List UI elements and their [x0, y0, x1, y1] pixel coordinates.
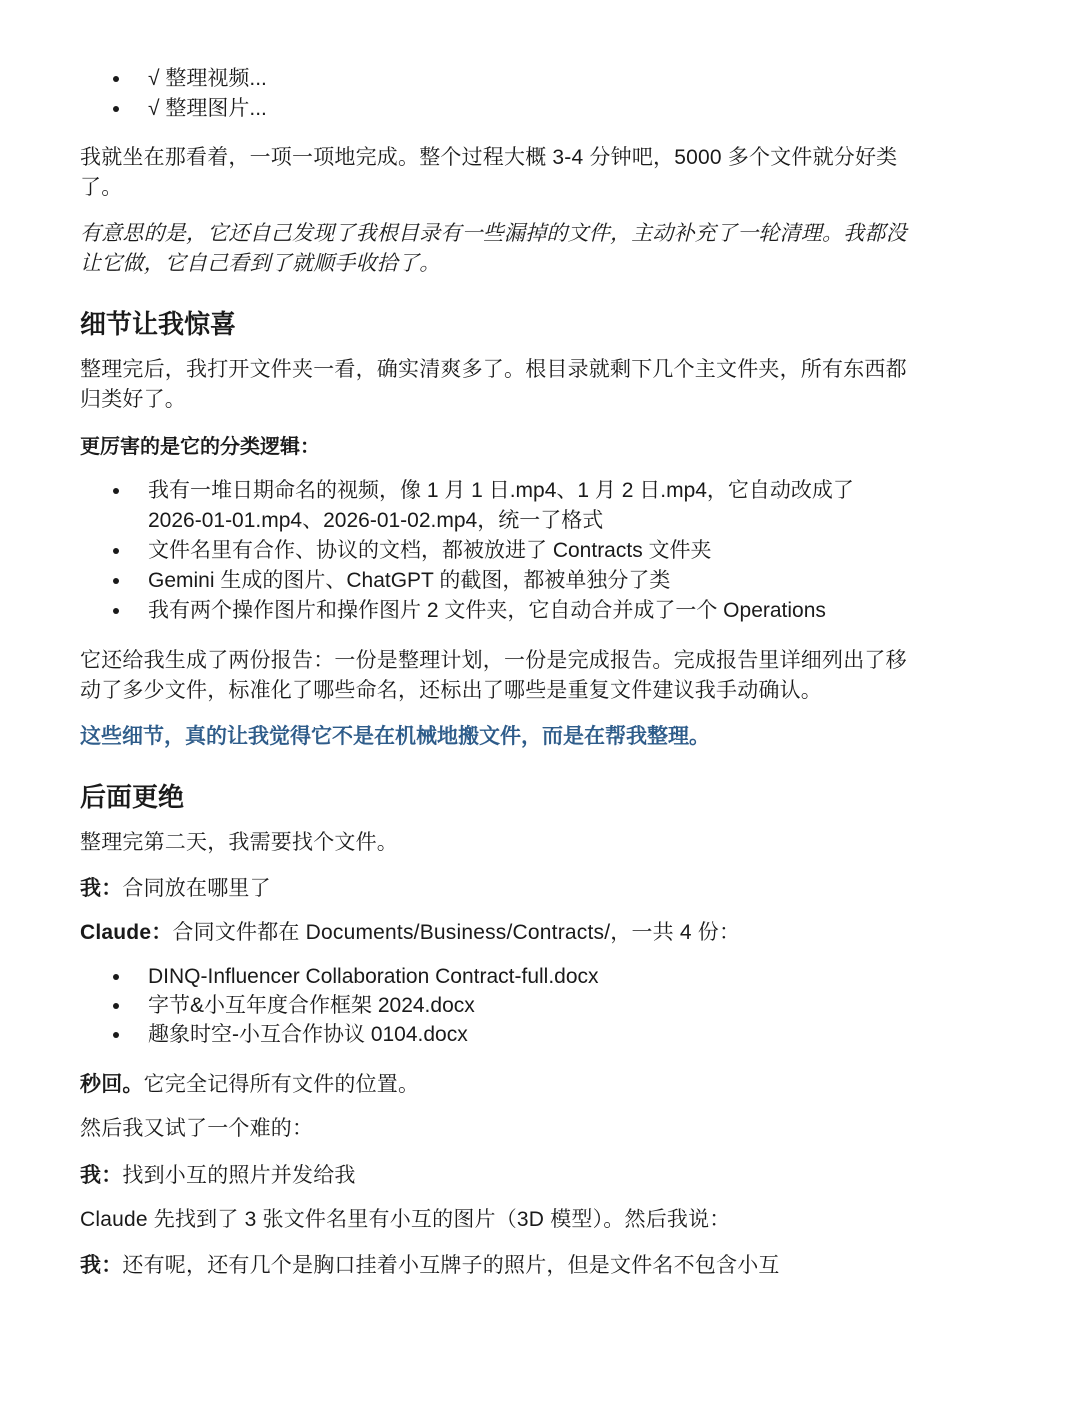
dialogue-text: 还有呢，还有几个是胸口挂着小互牌子的照片，但是文件名不包含小互 — [122, 1254, 780, 1277]
list-item-text: 2026-01-01.mp4、2026-01-02.mp4，统一了格式 — [148, 509, 604, 532]
speaker-label: 我： — [80, 875, 123, 900]
highlight-sentence: 这些细节，真的让我觉得它不是在机械地搬文件，而是在帮我整理。 — [80, 723, 710, 748]
list-item-text: Gemini 生成的图片、ChatGPT 的截图，都被单独分了类 — [148, 569, 671, 592]
dialogue-line — [80, 873, 271, 904]
speaker-label: Claude： — [80, 921, 173, 944]
file-name: 字节&小互年度合作框架 2024.docx — [148, 994, 475, 1017]
bullet-icon — [113, 488, 119, 494]
dialogue-text: 找到小互的照片并发给我 — [122, 1164, 356, 1187]
dialogue-line — [80, 1160, 356, 1191]
paragraph-line: 动了多少文件，标准化了哪些命名，还标出了哪些是重复文件建议我手动确认。 — [80, 679, 822, 702]
paragraph-line: 归类好了。 — [80, 388, 186, 411]
dialogue-line — [80, 1250, 780, 1281]
paragraph-line — [80, 1069, 419, 1100]
paragraph-line: Claude 先找到了 3 张文件名里有小互的图片（3D 模型）。然后我说： — [80, 1208, 731, 1231]
paragraph-line: 了。 — [80, 176, 123, 199]
file-name: 趣象时空-小互合作协议 0104.docx — [148, 1023, 468, 1046]
paragraph-line: 然后我又试了一个难的： — [80, 1117, 314, 1140]
italic-paragraph-line: 让它做，它自己看到了就顺手收拾了。 — [80, 252, 441, 275]
speaker-label: 我： — [80, 1162, 123, 1187]
bullet-icon — [113, 608, 119, 614]
italic-paragraph-line: 有意思的是，它还自己发现了我根目录有一些漏掉的文件，主动补充了一轮清理。我都没 — [80, 222, 907, 245]
bullet-icon — [113, 974, 119, 980]
paragraph-line: 整理完后，我打开文件夹一看，确实清爽多了。根目录就剩下几个主文件夹，所有东西都 — [80, 358, 907, 381]
list-item-text: 文件名里有合作、协议的文档，都被放进了 Contracts 文件夹 — [148, 539, 712, 562]
section-heading: 细节让我惊喜 — [80, 310, 237, 340]
file-name: DINQ-Influencer Collaboration Contract-full.docx — [148, 965, 599, 988]
bold-phrase: 秒回。 — [80, 1071, 144, 1096]
bullet-icon — [113, 106, 119, 112]
list-item-text: 我有一堆日期命名的视频，像 1 月 1 日.mp4、1 月 2 日.mp4，它自动改成了 — [148, 479, 854, 502]
bullet-icon — [113, 76, 119, 82]
checklist-text: √ 整理图片... — [148, 97, 267, 120]
bullet-icon — [113, 1003, 119, 1009]
paragraph-line: 它还给我生成了两份报告：一份是整理计划，一份是完成报告。完成报告里详细列出了移 — [80, 649, 907, 672]
list-item-text: 我有两个操作图片和操作图片 2 文件夹，它自动合并成了一个 Operations — [148, 599, 826, 622]
bullet-icon — [113, 1032, 119, 1038]
section-heading: 后面更绝 — [80, 783, 185, 813]
dialogue-text: 合同文件都在 Documents/Business/Contracts/，一共 4 份： — [172, 921, 741, 944]
paragraph-line: 整理完第二天，我需要找个文件。 — [80, 831, 398, 854]
sub-heading: 更厉害的是它的分类逻辑： — [80, 434, 320, 458]
dialogue-text: 合同放在哪里了 — [122, 877, 271, 900]
bullet-icon — [113, 578, 119, 584]
checklist-text: √ 整理视频... — [148, 67, 267, 90]
paragraph-line: 我就坐在那看着，一项一项地完成。整个过程大概 3-4 分钟吧，5000 多个文件就分好类 — [80, 146, 898, 169]
dialogue-line — [80, 918, 740, 948]
bullet-icon — [113, 548, 119, 554]
speaker-label: 我： — [80, 1252, 123, 1277]
paragraph-text: 它完全记得所有文件的位置。 — [143, 1073, 420, 1096]
